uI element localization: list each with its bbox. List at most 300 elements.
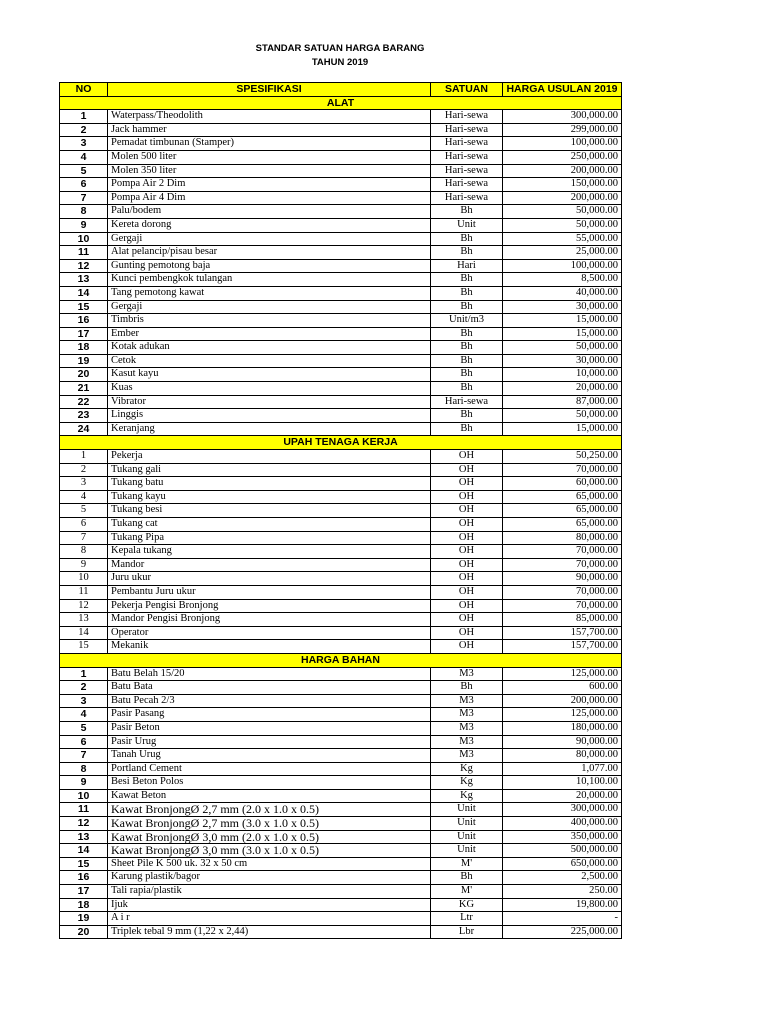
row-unit: Hari-sewa: [431, 191, 503, 205]
table-row: [60, 178, 622, 192]
table-row: [60, 776, 622, 790]
row-number: 3: [60, 477, 108, 491]
row-unit: Unit/m3: [431, 314, 503, 328]
row-unit: OH: [431, 463, 503, 477]
row-unit: Kg: [431, 776, 503, 790]
row-price: 30,000.00: [503, 300, 622, 314]
row-specification: Sheet Pile K 500 uk. 32 x 50 cm: [108, 857, 431, 871]
row-price: 500,000.00: [503, 844, 622, 858]
row-specification: Tanah Urug: [108, 749, 431, 763]
row-unit: Bh: [431, 300, 503, 314]
row-number: 6: [60, 178, 108, 192]
table-row: [60, 735, 622, 749]
row-unit: Hari-sewa: [431, 137, 503, 151]
row-price: 200,000.00: [503, 191, 622, 205]
row-price: 10,100.00: [503, 776, 622, 790]
table-row: [60, 640, 622, 654]
row-specification: Gergaji: [108, 300, 431, 314]
row-number: 8: [60, 762, 108, 776]
row-unit: Hari-sewa: [431, 395, 503, 409]
table-row: [60, 572, 622, 586]
row-unit: OH: [431, 531, 503, 545]
row-unit: OH: [431, 518, 503, 532]
row-price: 157,700.00: [503, 626, 622, 640]
row-number: 7: [60, 191, 108, 205]
row-price: 70,000.00: [503, 585, 622, 599]
table-row: [60, 422, 622, 436]
table-row: [60, 450, 622, 464]
row-unit: Bh: [431, 382, 503, 396]
row-specification: Waterpass/Theodolith: [108, 110, 431, 124]
table-row: [60, 912, 622, 926]
table-row: [60, 613, 622, 627]
row-price: 70,000.00: [503, 463, 622, 477]
table-row: [60, 137, 622, 151]
row-number: 20: [60, 368, 108, 382]
row-specification: Kawat BronjongØ 2,7 mm (2.0 x 1.0 x 0.5): [108, 803, 431, 817]
table-row: [60, 599, 622, 613]
table-row: [60, 327, 622, 341]
row-number: 15: [60, 640, 108, 654]
row-number: 17: [60, 327, 108, 341]
table-row: [60, 286, 622, 300]
row-unit: M3: [431, 721, 503, 735]
row-number: 17: [60, 885, 108, 899]
row-unit: Unit: [431, 844, 503, 858]
row-price: 90,000.00: [503, 572, 622, 586]
row-specification: Kotak adukan: [108, 341, 431, 355]
row-price: 90,000.00: [503, 735, 622, 749]
table-row: [60, 885, 622, 899]
table-row: [60, 205, 622, 219]
row-specification: Pompa Air 4 Dim: [108, 191, 431, 205]
header-price: HARGA USULAN 2019: [503, 83, 622, 97]
row-unit: M3: [431, 735, 503, 749]
row-specification: Tukang kayu: [108, 490, 431, 504]
row-price: -: [503, 912, 622, 926]
row-number: 6: [60, 735, 108, 749]
row-specification: Kasut kayu: [108, 368, 431, 382]
row-number: 13: [60, 830, 108, 844]
table-row: [60, 477, 622, 491]
row-number: 23: [60, 409, 108, 423]
row-unit: Kg: [431, 789, 503, 803]
row-price: 50,000.00: [503, 341, 622, 355]
row-specification: Kereta dorong: [108, 218, 431, 232]
row-specification: Tali rapia/plastik: [108, 885, 431, 899]
row-unit: Hari-sewa: [431, 150, 503, 164]
row-unit: Bh: [431, 273, 503, 287]
row-specification: Mandor Pengisi Bronjong: [108, 613, 431, 627]
row-specification: Cetok: [108, 354, 431, 368]
row-price: 80,000.00: [503, 749, 622, 763]
row-unit: M': [431, 885, 503, 899]
row-number: 5: [60, 504, 108, 518]
row-price: 15,000.00: [503, 314, 622, 328]
row-unit: Bh: [431, 354, 503, 368]
section-title: UPAH TENAGA KERJA: [60, 436, 622, 450]
row-unit: Bh: [431, 368, 503, 382]
row-specification: Pembantu Juru ukur: [108, 585, 431, 599]
row-specification: Tukang gali: [108, 463, 431, 477]
row-unit: Hari: [431, 259, 503, 273]
row-unit: Bh: [431, 327, 503, 341]
row-specification: Gunting pemotong baja: [108, 259, 431, 273]
table-row: [60, 463, 622, 477]
row-number: 8: [60, 205, 108, 219]
row-unit: KG: [431, 898, 503, 912]
row-number: 18: [60, 898, 108, 912]
document-year: TAHUN 2019: [311, 57, 369, 68]
table-row: [60, 314, 622, 328]
table-row: [60, 382, 622, 396]
row-price: 225,000.00: [503, 925, 622, 939]
row-price: 70,000.00: [503, 558, 622, 572]
row-number: 14: [60, 626, 108, 640]
row-specification: Pekerja Pengisi Bronjong: [108, 599, 431, 613]
row-specification: Juru ukur: [108, 572, 431, 586]
row-number: 11: [60, 803, 108, 817]
row-number: 12: [60, 259, 108, 273]
row-price: 19,800.00: [503, 898, 622, 912]
table-row: [60, 667, 622, 681]
row-number: 22: [60, 395, 108, 409]
table-row: [60, 504, 622, 518]
row-specification: Tukang cat: [108, 518, 431, 532]
row-specification: Pemadat timbunan (Stamper): [108, 137, 431, 151]
row-unit: Bh: [431, 246, 503, 260]
row-number: 9: [60, 558, 108, 572]
table-row: [60, 898, 622, 912]
row-unit: M': [431, 857, 503, 871]
table-row: [60, 409, 622, 423]
table-row: [60, 341, 622, 355]
row-price: 55,000.00: [503, 232, 622, 246]
row-number: 3: [60, 694, 108, 708]
table-row: [60, 246, 622, 260]
row-specification: Tukang Pipa: [108, 531, 431, 545]
row-unit: Hari-sewa: [431, 164, 503, 178]
row-price: 60,000.00: [503, 477, 622, 491]
row-number: 8: [60, 545, 108, 559]
row-unit: OH: [431, 599, 503, 613]
row-specification: Kawat BronjongØ 3,0 mm (3.0 x 1.0 x 0.5): [108, 844, 431, 858]
row-specification: Kawat BronjongØ 2,7 mm (3.0 x 1.0 x 0.5): [108, 817, 431, 831]
row-price: 200,000.00: [503, 164, 622, 178]
row-specification: Pasir Urug: [108, 735, 431, 749]
price-table-body: [60, 83, 622, 939]
table-row: [60, 925, 622, 939]
row-specification: Operator: [108, 626, 431, 640]
price-table: [59, 82, 622, 939]
table-row: [60, 681, 622, 695]
row-price: 180,000.00: [503, 721, 622, 735]
row-number: 19: [60, 354, 108, 368]
row-price: 65,000.00: [503, 504, 622, 518]
row-unit: Hari-sewa: [431, 110, 503, 124]
row-unit: Bh: [431, 422, 503, 436]
row-number: 5: [60, 721, 108, 735]
row-price: 200,000.00: [503, 694, 622, 708]
row-specification: Vibrator: [108, 395, 431, 409]
row-specification: Pompa Air 2 Dim: [108, 178, 431, 192]
row-unit: OH: [431, 545, 503, 559]
row-price: 10,000.00: [503, 368, 622, 382]
row-number: 2: [60, 123, 108, 137]
row-specification: Molen 350 liter: [108, 164, 431, 178]
row-specification: Tang pemotong kawat: [108, 286, 431, 300]
row-unit: Unit: [431, 830, 503, 844]
row-price: 2,500.00: [503, 871, 622, 885]
table-row: [60, 531, 622, 545]
row-number: 4: [60, 708, 108, 722]
table-row: [60, 110, 622, 124]
row-specification: Palu/bodem: [108, 205, 431, 219]
row-unit: Hari-sewa: [431, 123, 503, 137]
row-number: 18: [60, 341, 108, 355]
row-specification: Gergaji: [108, 232, 431, 246]
row-number: 21: [60, 382, 108, 396]
row-unit: OH: [431, 504, 503, 518]
row-number: 15: [60, 300, 108, 314]
table-row: [60, 123, 622, 137]
row-number: 2: [60, 681, 108, 695]
row-price: 600.00: [503, 681, 622, 695]
row-price: 8,500.00: [503, 273, 622, 287]
row-number: 11: [60, 585, 108, 599]
row-unit: Bh: [431, 409, 503, 423]
row-specification: Mekanik: [108, 640, 431, 654]
row-unit: M3: [431, 749, 503, 763]
row-price: 650,000.00: [503, 857, 622, 871]
row-price: 300,000.00: [503, 803, 622, 817]
row-specification: Kawat Beton: [108, 789, 431, 803]
header-row: [60, 83, 622, 97]
document-title: STANDAR SATUAN HARGA BARANG: [255, 43, 425, 54]
row-number: 7: [60, 531, 108, 545]
row-price: 85,000.00: [503, 613, 622, 627]
row-specification: Batu Bata: [108, 681, 431, 695]
table-row: [60, 300, 622, 314]
row-price: 100,000.00: [503, 259, 622, 273]
row-specification: A i r: [108, 912, 431, 926]
table-row: [60, 789, 622, 803]
row-unit: Kg: [431, 762, 503, 776]
row-number: 24: [60, 422, 108, 436]
row-specification: Triplek tebal 9 mm (1,22 x 2,44): [108, 925, 431, 939]
row-price: 70,000.00: [503, 545, 622, 559]
row-unit: Unit: [431, 803, 503, 817]
row-specification: Jack hammer: [108, 123, 431, 137]
table-row: [60, 232, 622, 246]
header-no: NO: [60, 83, 108, 97]
row-number: 20: [60, 925, 108, 939]
table-row: [60, 545, 622, 559]
row-price: 400,000.00: [503, 817, 622, 831]
row-unit: OH: [431, 585, 503, 599]
table-row: [60, 218, 622, 232]
table-row: [60, 164, 622, 178]
row-unit: M3: [431, 694, 503, 708]
row-unit: M3: [431, 667, 503, 681]
row-unit: OH: [431, 613, 503, 627]
row-price: 50,000.00: [503, 205, 622, 219]
row-specification: Pasir Pasang: [108, 708, 431, 722]
table-row: [60, 626, 622, 640]
row-number: 7: [60, 749, 108, 763]
row-price: 1,077.00: [503, 762, 622, 776]
row-specification: Tukang batu: [108, 477, 431, 491]
row-unit: OH: [431, 477, 503, 491]
row-price: 25,000.00: [503, 246, 622, 260]
row-specification: Keranjang: [108, 422, 431, 436]
row-specification: Tukang besi: [108, 504, 431, 518]
row-unit: Bh: [431, 232, 503, 246]
row-price: 65,000.00: [503, 490, 622, 504]
row-specification: Linggis: [108, 409, 431, 423]
table-row: [60, 762, 622, 776]
row-number: 3: [60, 137, 108, 151]
table-row: [60, 694, 622, 708]
row-price: 70,000.00: [503, 599, 622, 613]
table-row: [60, 871, 622, 885]
row-specification: Batu Pecah 2/3: [108, 694, 431, 708]
row-price: 15,000.00: [503, 327, 622, 341]
row-price: 15,000.00: [503, 422, 622, 436]
table-row: [60, 490, 622, 504]
table-row: [60, 518, 622, 532]
header-spec: SPESIFIKASI: [108, 83, 431, 97]
row-number: 1: [60, 667, 108, 681]
row-number: 10: [60, 789, 108, 803]
row-number: 19: [60, 912, 108, 926]
row-price: 125,000.00: [503, 708, 622, 722]
row-price: 250.00: [503, 885, 622, 899]
row-number: 9: [60, 218, 108, 232]
row-unit: Bh: [431, 205, 503, 219]
table-row: [60, 150, 622, 164]
row-unit: Bh: [431, 871, 503, 885]
table-row: [60, 191, 622, 205]
row-unit: Bh: [431, 286, 503, 300]
row-specification: Timbris: [108, 314, 431, 328]
row-price: 80,000.00: [503, 531, 622, 545]
row-specification: Kunci pembengkok tulangan: [108, 273, 431, 287]
row-number: 10: [60, 572, 108, 586]
table-row: [60, 395, 622, 409]
row-number: 13: [60, 273, 108, 287]
row-number: 15: [60, 857, 108, 871]
row-price: 50,000.00: [503, 409, 622, 423]
row-price: 250,000.00: [503, 150, 622, 164]
row-price: 50,000.00: [503, 218, 622, 232]
row-unit: M3: [431, 708, 503, 722]
row-price: 125,000.00: [503, 667, 622, 681]
table-row: [60, 803, 622, 817]
table-row: [60, 368, 622, 382]
row-specification: Pasir Beton: [108, 721, 431, 735]
row-price: 350,000.00: [503, 830, 622, 844]
row-number: 12: [60, 599, 108, 613]
row-unit: OH: [431, 558, 503, 572]
row-number: 4: [60, 150, 108, 164]
table-row: [60, 721, 622, 735]
section-row: [60, 96, 622, 110]
row-number: 16: [60, 871, 108, 885]
row-number: 14: [60, 844, 108, 858]
row-unit: Hari-sewa: [431, 178, 503, 192]
row-unit: Unit: [431, 817, 503, 831]
table-row: [60, 817, 622, 831]
table-row: [60, 844, 622, 858]
row-specification: Mandor: [108, 558, 431, 572]
row-price: 20,000.00: [503, 382, 622, 396]
table-row: [60, 259, 622, 273]
row-number: 12: [60, 817, 108, 831]
row-specification: Batu Belah 15/20: [108, 667, 431, 681]
row-unit: Ltr: [431, 912, 503, 926]
row-unit: Bh: [431, 341, 503, 355]
row-number: 13: [60, 613, 108, 627]
row-price: 65,000.00: [503, 518, 622, 532]
row-number: 6: [60, 518, 108, 532]
row-price: 20,000.00: [503, 789, 622, 803]
row-number: 5: [60, 164, 108, 178]
row-price: 299,000.00: [503, 123, 622, 137]
row-specification: Pekerja: [108, 450, 431, 464]
row-specification: Besi Beton Polos: [108, 776, 431, 790]
row-unit: Lbr: [431, 925, 503, 939]
table-row: [60, 273, 622, 287]
row-price: 150,000.00: [503, 178, 622, 192]
row-specification: Kuas: [108, 382, 431, 396]
row-specification: Kawat BronjongØ 3,0 mm (2.0 x 1.0 x 0.5): [108, 830, 431, 844]
row-number: 10: [60, 232, 108, 246]
row-price: 100,000.00: [503, 137, 622, 151]
row-specification: Ijuk: [108, 898, 431, 912]
row-number: 14: [60, 286, 108, 300]
row-specification: Molen 500 liter: [108, 150, 431, 164]
row-unit: OH: [431, 640, 503, 654]
table-row: [60, 585, 622, 599]
row-unit: OH: [431, 626, 503, 640]
row-unit: Unit: [431, 218, 503, 232]
table-row: [60, 749, 622, 763]
row-number: 9: [60, 776, 108, 790]
row-number: 11: [60, 246, 108, 260]
row-unit: Bh: [431, 681, 503, 695]
row-price: 30,000.00: [503, 354, 622, 368]
header-unit: SATUAN: [431, 83, 503, 97]
row-number: 1: [60, 110, 108, 124]
row-number: 16: [60, 314, 108, 328]
row-number: 1: [60, 450, 108, 464]
row-price: 87,000.00: [503, 395, 622, 409]
table-row: [60, 830, 622, 844]
table-row: [60, 354, 622, 368]
row-unit: OH: [431, 572, 503, 586]
row-number: 4: [60, 490, 108, 504]
row-specification: Karung plastik/bagor: [108, 871, 431, 885]
row-specification: Portland Cement: [108, 762, 431, 776]
row-specification: Ember: [108, 327, 431, 341]
row-unit: OH: [431, 490, 503, 504]
section-row: [60, 436, 622, 450]
row-price: 50,250.00: [503, 450, 622, 464]
section-title: HARGA BAHAN: [60, 653, 622, 667]
row-number: 2: [60, 463, 108, 477]
table-row: [60, 558, 622, 572]
